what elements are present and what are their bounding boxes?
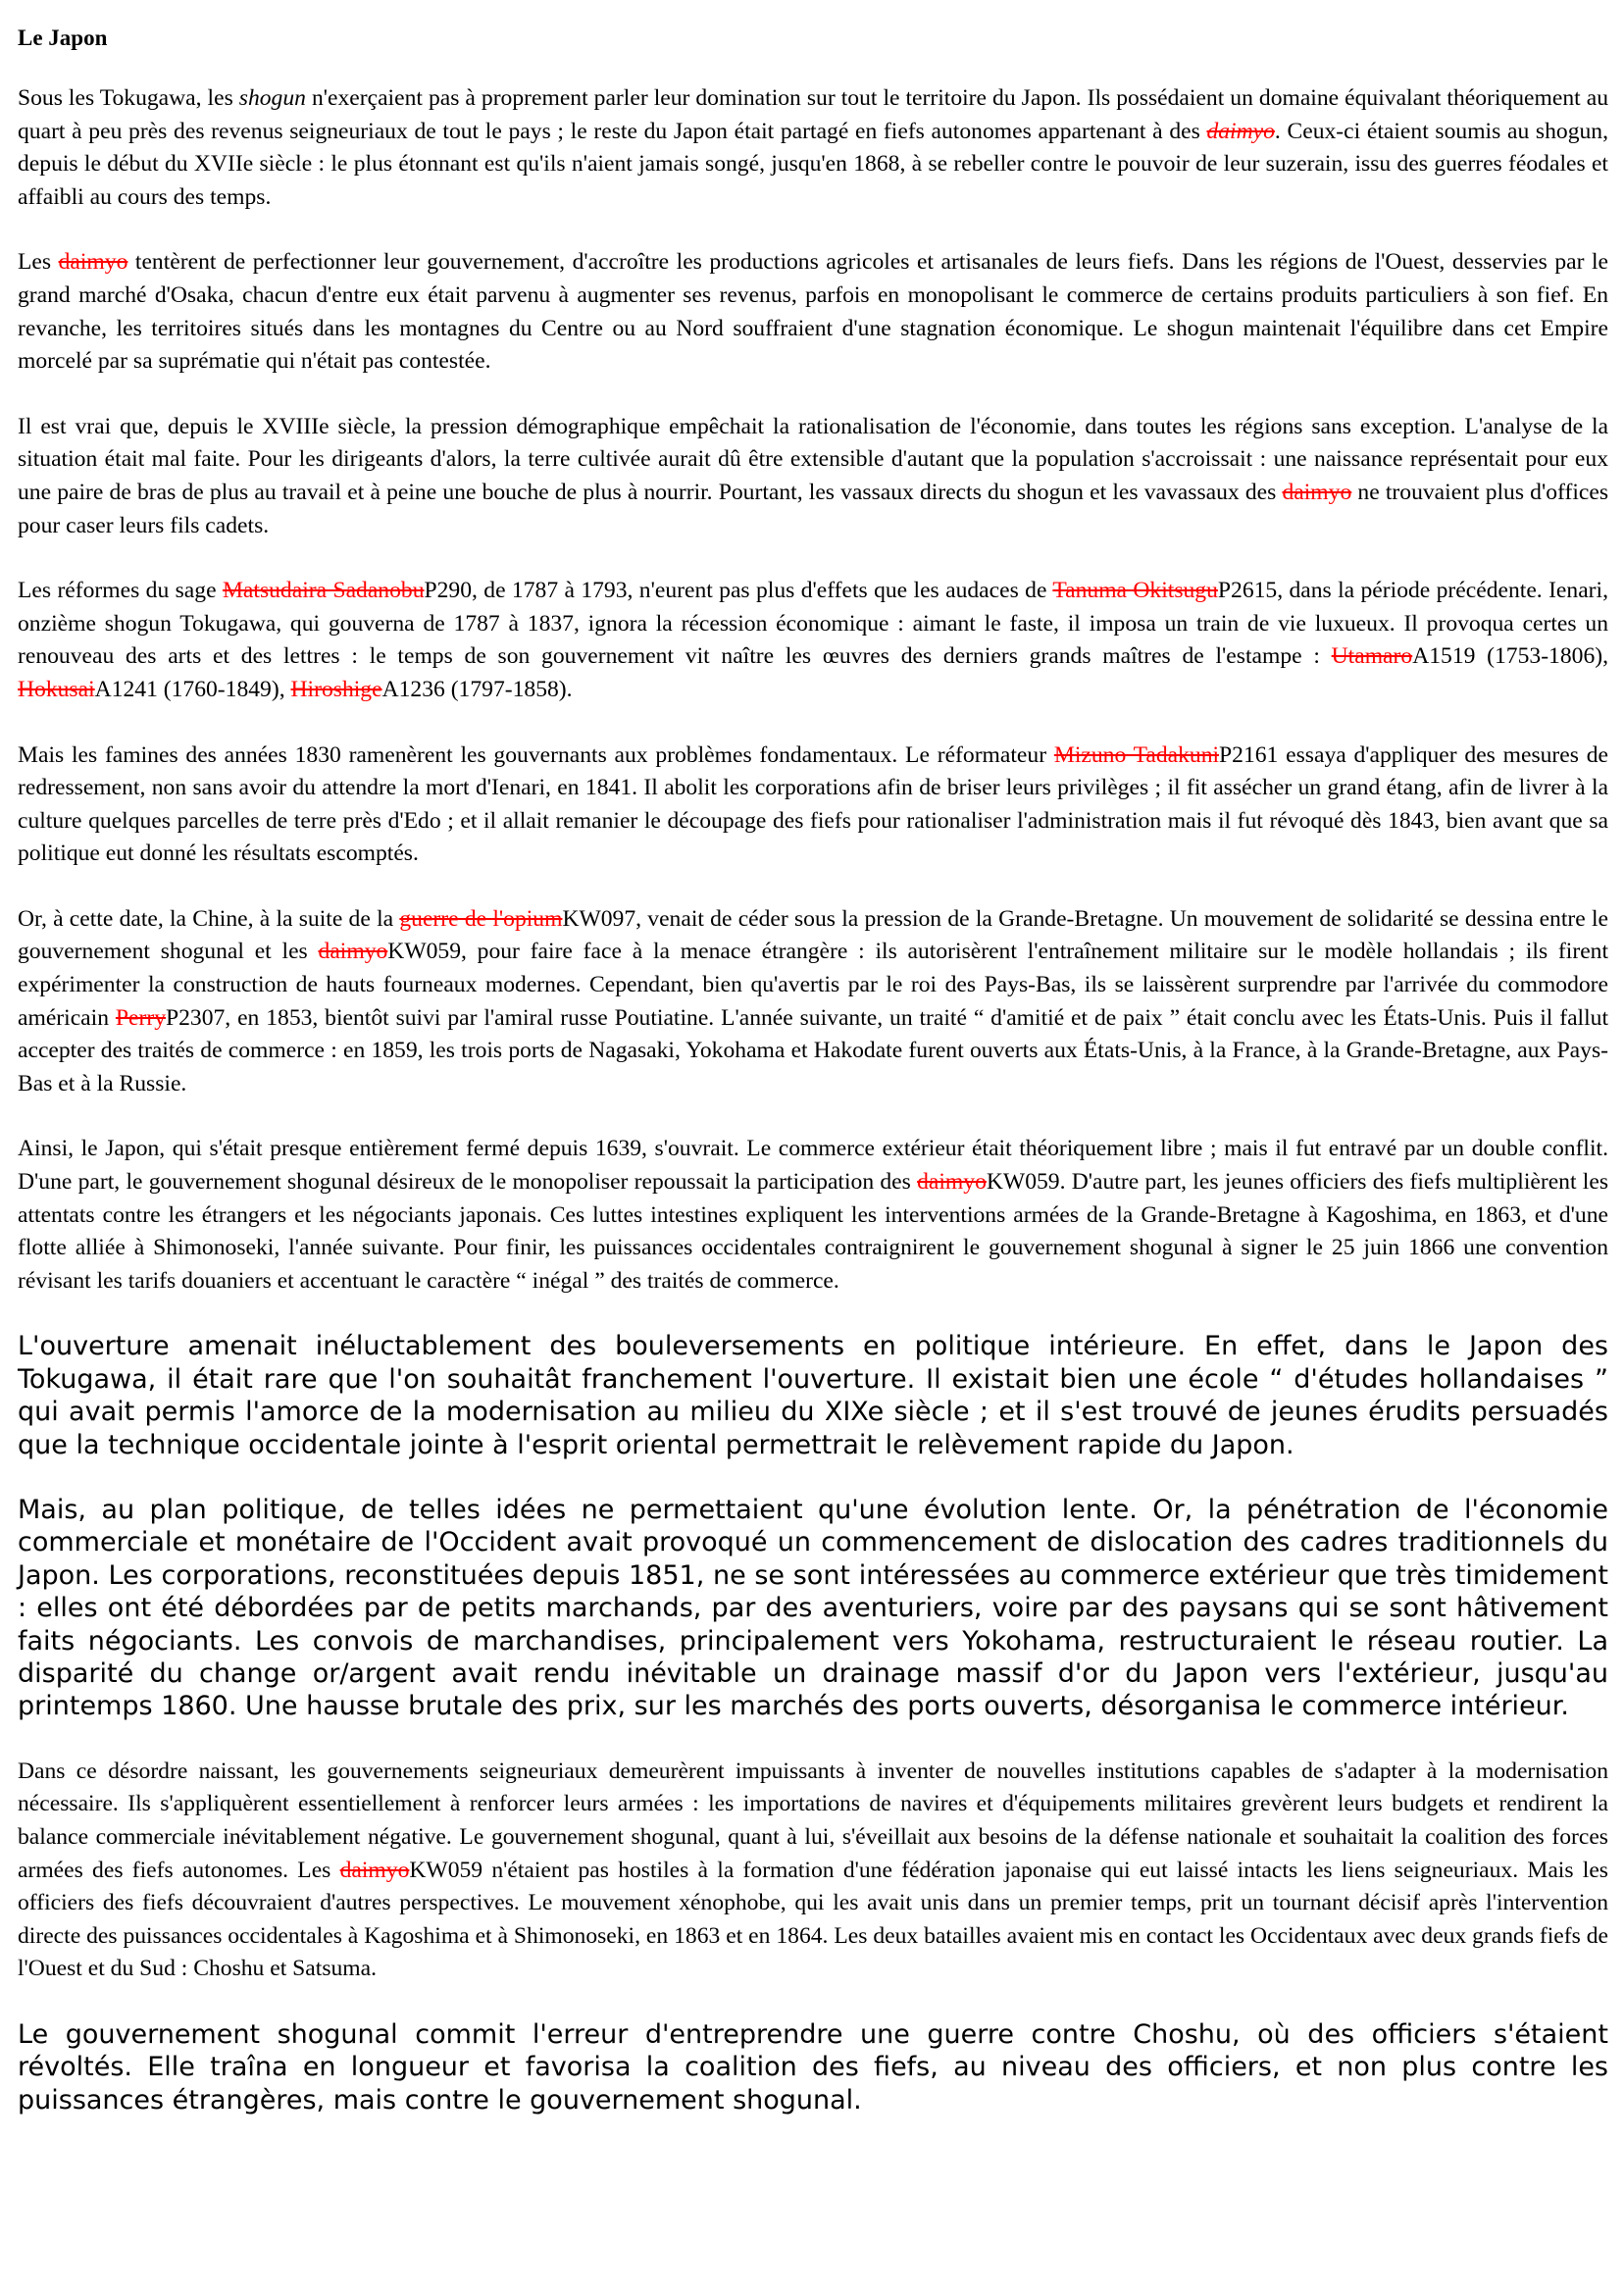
paragraph-10 <box>18 1756 1608 1986</box>
text: Les réformes du sage <box>18 578 223 604</box>
text: . Ceux-ci étaient soumis au shogun, depuis le début du XVIIe siècle : le plus étonnant est qu'ils n'aient jamais songé, jusqu'en 1868, à se rebeller contre le pouvoir de leur suzerain, issu des guerres féodales et affaibli au cours des temps. <box>18 118 1608 210</box>
link-tanuma-okitsugu[interactable]: Tanuma Okitsugu <box>1052 578 1218 604</box>
text: tentèrent de perfectionner leur gouvernement, d'accroître les productions agricoles et artisanales de leurs fiefs. Dans les régions de l'Ouest, desservies par le grand marché d'Osaka, chacun d'entre eux était parvenu à augmenter ses revenus, parfois en monopolisant le commerce de certains produits particuliers à son fief. En revanche, les territoires situés dans les montagnes du Centre ou au Nord souffraient d'une stagnation économique. Le shogun maintenait l'équilibre dans cet Empire morcelé par sa suprématie qui n'était pas contestée. <box>18 249 1608 375</box>
link-daimyo[interactable]: daimyo <box>318 939 388 965</box>
paragraph-8 <box>18 1330 1608 1461</box>
paragraph-1 <box>18 82 1608 214</box>
text: P2161 essaya d'appliquer des mesures de redressement, non sans avoir du attendre la mort d'Ienari, en 1841. Il abolit les corporations afin de briser leurs privilèges ; il fit assécher un grand étang, afin de livrer à la culture quelques parcelles de terre près d'Edo ; et il allait remanier le découpage des fiefs pour rationaliser l'administration mais il fut révoqué dès 1843, bien avant que sa politique eut donné les résultats escomptés. <box>18 741 1608 867</box>
link-mizuno-tadakuni[interactable]: Mizuno Tadakuni <box>1053 741 1220 768</box>
paragraph-6 <box>18 903 1608 1101</box>
link-utamaro[interactable]: Utamaro <box>1331 643 1413 670</box>
link-daimyo[interactable]: daimyo <box>58 249 128 276</box>
text: Dans ce désordre naissant, les gouvernements seigneuriaux demeurèrent impuissants à inventer de nouvelles institutions capables de s'adapter à la modernisation nécessaire. Ils s'appliquèrent essentiellement à renforcer leurs armées : les importations de navires et d'équipements militaires grevèrent leurs budgets et rendirent la balance commerciale inévitablement négative. Le gouvernement shogunal, quant à lui, s'éveillait aux besoins de la défense nationale et souhaitait la coalition des forces armées des fiefs autonomes. Les <box>18 1758 1608 1883</box>
link-guerre-de-l-opium[interactable]: guerre de l'opium <box>399 905 563 932</box>
text: Il est vrai que, depuis le XVIIIe siècle, la pression démographique empêchait la rationalisation de l'économie, dans toutes les régions sans exception. L'analyse de la situation était mal faite. Pour les dirigeants d'alors, la terre cultivée aurait dû être extensible d'autant que la population s'accroissait : une naissance représentait pour eux une paire de bras de plus au travail et à peine une bouche de plus à nourrir. Pourtant, les vassaux directs du shogun et les vavassaux des <box>18 413 1608 505</box>
paragraph-3 <box>18 411 1608 542</box>
text: L'ouverture amenait inéluctablement des bouleversements en politique intérieure. En effet, dans le Japon des Tokugawa, il était rare que l'on souhaitât franchement l'ouverture. Il existait bien une école “ d'études hollandaises ” qui avait permis l'amorce de la modernisation au milieu du XIXe siècle ; et il s'est trouvé de jeunes érudits persuadés que la technique occidentale jointe à l'esprit oriental permettrait le relèvement rapide du Japon. <box>18 1331 1608 1460</box>
text: Or, à cette date, la Chine, à la suite de la <box>18 905 400 932</box>
paragraph-7 <box>18 1133 1608 1298</box>
link-daimyo[interactable]: daimyo <box>339 1857 410 1883</box>
text: P2615, dans la période précédente. Ienari, onzième shogun Tokugawa, qui gouverna de 1787 à 1837, ignora la récession économique : aimant le faste, il imposa un train de vie luxueux. Il provoqua certes un renouveau des arts et des lettres : le temps de son gouvernement vit naître les œuvres des derniers grands maîtres de l'estampe : <box>18 578 1608 670</box>
text: A1241 (1760-1849), <box>94 676 291 702</box>
text: Sous les Tokugawa, les <box>18 85 239 111</box>
text: A1519 (1753-1806), <box>1412 643 1609 670</box>
paragraph-5 <box>18 739 1608 871</box>
text: Le gouvernement shogunal commit l'erreur d'entreprendre une guerre contre Choshu, où des officiers s'étaient révoltés. Elle traîna en longueur et favorisa la coalition des fiefs, au niveau des officiers, et non plus contre les puissances étrangères, mais contre le gouvernement shogunal. <box>18 2019 1608 2116</box>
text: Mais, au plan politique, de telles idées ne permettaient qu'une évolution lente. Or, la pénétration de l'économie commerciale et monétaire de l'Occident avait provoqué un commencement de dislocation des cadres traditionnels du Japon. Les corporations, reconstituées depuis 1851, ne se sont intéressées au commerce extérieur que très timidement : elles ont été débordées par de petits marchands, par des aventuriers, voire par des paysans qui se sont hâtivement faits négociants. Les convois de marchandises, principalement vers Yokohama, restructuraient le réseau routier. La disparité du change or/argent avait rendu inévitable un drainage massif d'or du Japon vers l'extérieur, jusqu'au printemps 1860. Une hausse brutale des prix, sur les marchés des ports ouverts, désorganisa le commerce intérieur. <box>18 1495 1608 1722</box>
link-hiroshige[interactable]: Hiroshige <box>290 676 382 702</box>
link-daimyo[interactable]: daimyo <box>917 1169 987 1196</box>
text: n'exerçaient pas à proprement parler leur domination sur tout le territoire du Japon. Ils possédaient un domaine équivalant théoriquement au quart à peu près des revenus seigneuriaux de tout le pays ; le reste du Japon était partagé en fiefs autonomes appartenant à des <box>18 85 1608 144</box>
text: KW097, venait de céder sous la pression de la Grande-Bretagne. Un mouvement de solidarité se dessina entre le gouvernement shogunal et les <box>18 905 1608 965</box>
document-title: Le Japon <box>18 25 108 50</box>
link-daimyo[interactable]: daimyo <box>1206 118 1275 144</box>
paragraph-9 <box>18 1494 1608 1723</box>
text: Mais les famines des années 1830 ramenèrent les gouvernants aux problèmes fondamentaux. Le réformateur <box>18 741 1054 768</box>
link-daimyo[interactable]: daimyo <box>1282 479 1352 505</box>
text: A1236 (1797-1858). <box>381 676 573 702</box>
text: KW059. D'autre part, les jeunes officiers des fiefs multiplièrent les attentats contre les étrangers et les négociants japonais. Ces luttes intestines expliquent les interventions armées de la Grande-Bretagne à Kagoshima, en 1863, et d'une flotte alliée à Shimonoseki, l'année suivante. Pour finir, les puissances occidentales contraignirent le gouvernement shogunal à signer le 25 juin 1866 une convention révisant les tarifs douaniers et accentuant le caractère “ inégal ” des traités de commerce. <box>18 1169 1608 1294</box>
text: ne trouvaient plus d'offices pour caser leurs fils cadets. <box>18 479 1609 538</box>
text: P2307, en 1853, bientôt suivi par l'amiral russe Poutiatine. L'année suivante, un traité “ d'amitié et de paix ” était conclu avec les États-Unis. Puis il fallut accepter des traités de commerce : en 1859, les trois ports de Nagasaki, Yokohama et Hakodate furent ouverts aux États-Unis, à la France, à la Grande-Bretagne, aux Pays-Bas et à la Russie. <box>18 1004 1608 1096</box>
text: KW059 n'étaient pas hostiles à la formation d'une fédération japonaise qui eut laissé intacts les liens seigneuriaux. Mais les officiers des fiefs découvraient d'autres perspectives. Le mouvement xénophobe, qui les avait unis dans un premier temps, prit un tournant décisif après l'intervention directe des puissances occidentales à Kagoshima et à Shimonoseki, en 1863 et en 1864. Les deux batailles avaient mis en contact les Occidentaux avec deux grands fiefs de l'Ouest et du Sud : Choshu et Satsuma. <box>18 1857 1608 1982</box>
paragraph-2 <box>18 246 1608 378</box>
link-hokusai[interactable]: Hokusai <box>18 676 95 702</box>
text: Ainsi, le Japon, qui s'était presque entièrement fermé depuis 1639, s'ouvrait. Le commerce extérieur était théoriquement libre ; mais il fut entravé par un double conflit. D'une part, le gouvernement shogunal désireux de le monopoliser repoussait la participation des <box>18 1136 1608 1196</box>
term-shogun: shogun <box>238 85 306 111</box>
text: Les <box>18 249 59 276</box>
text: KW059, pour faire face à la menace étrangère : ils autorisèrent l'entraînement militaire sur le modèle hollandais ; ils firent expérimenter la construction de hauts fourneaux modernes. Cependant, bien qu'avertis par le roi des Pays-Bas, ils se laissèrent surprendre par l'arrivée du commodore américain <box>18 939 1609 1031</box>
paragraph-11 <box>18 2018 1608 2116</box>
paragraph-4 <box>18 575 1608 706</box>
text: P290, de 1787 à 1793, n'eurent pas plus d'effets que les audaces de <box>424 578 1053 604</box>
link-perry[interactable]: Perry <box>115 1004 166 1031</box>
link-matsudaira-sadanobu[interactable]: Matsudaira Sadanobu <box>222 578 425 604</box>
document-page <box>18 25 1608 2149</box>
